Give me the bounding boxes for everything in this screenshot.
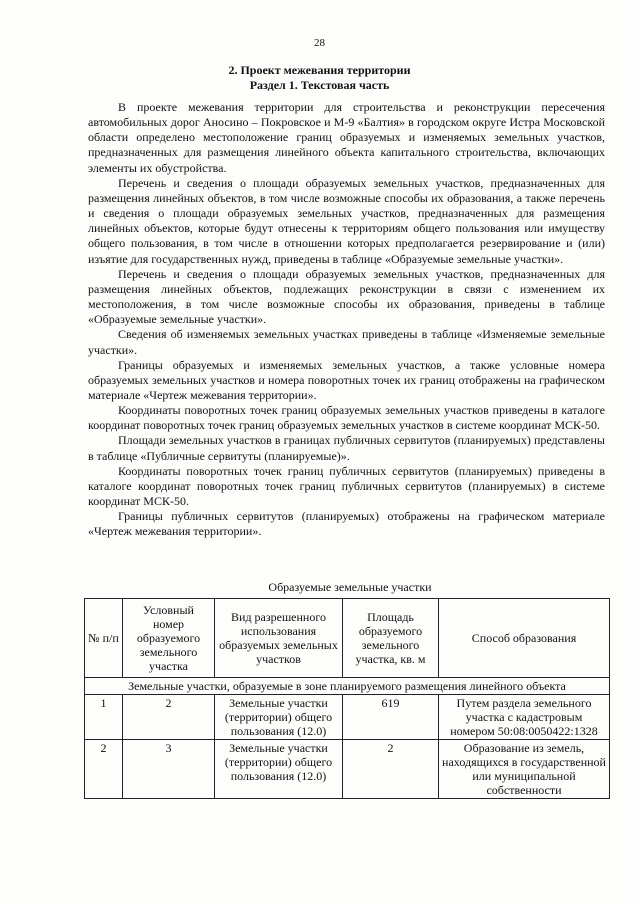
paragraph: В проекте межевания территории для строительства и реконструкции пересечения автомобильных дорог Аносино – Покровское и М-9 «Балтия» в городском округе Истра Московской области определено местоположение границ образуемых и изменяемых земельных участков, предназначенных для размещения линейного объекта капитального строительства, включающих элементы их обустройства. [88, 100, 605, 175]
table-header-cell: Условный номер образуемого земельного участка [123, 599, 215, 678]
table-row [85, 695, 610, 740]
table-subheader-cell: Земельные участки, образуемые в зоне планируемого размещения линейного объекта [85, 678, 610, 695]
heading-line-2: Раздел 1. Текстовая часть [249, 78, 390, 92]
table-cell: 2 [85, 740, 123, 799]
paragraph: Площади земельных участков в границах публичных сервитутов (планируемых) представлены в таблице «Публичные сервитуты (планируемые)». [88, 433, 605, 463]
body-text [88, 100, 605, 540]
paragraph: Перечень и сведения о площади образуемых земельных участков, предназначенных для размещения линейных объектов, в том числе возможные способы их образования, а также перечень и сведения о площади образуемых земельных участков, предназначенных для размещения линейных объектов, которые будут отнесены к территориям общего пользования или имуществу общего пользования, в том числе в отношении которых предполагается резервирование и (или) изъятие для государственных нужд, приведены в таблице «Образуемые земельные участки». [88, 175, 605, 266]
table-cell: Образование из земель, находящихся в государственной или муниципальной собственности [439, 740, 610, 799]
page-number: 28 [314, 37, 325, 49]
land-plots-table [84, 598, 610, 799]
table-header-cell: Площадь образуемого земельного участка, кв. м [343, 599, 439, 678]
table-cell: Путем раздела земельного участка с кадастровым номером 50:08:0050422:1328 [439, 695, 610, 740]
table-cell: 2 [123, 695, 215, 740]
paragraph: Сведения об изменяемых земельных участках приведены в таблице «Изменяемые земельные участки». [88, 327, 605, 357]
table-header-cell: Способ образования [439, 599, 610, 678]
table-cell: 2 [343, 740, 439, 799]
table-header-cell: № п/п [85, 599, 123, 678]
section-heading [0, 63, 639, 93]
heading-line-1: 2. Проект межевания территории [228, 63, 411, 77]
paragraph: Перечень и сведения о площади образуемых земельных участков, предназначенных для размещения линейных объектов, подлежащих реконструкции в связи с изменением их местоположения, в том числе возможные способы их образования, приведены в таблице «Образуемые земельные участки». [88, 266, 605, 327]
paragraph: Границы публичных сервитутов (планируемых) отображены на графическом материале «Чертеж межевания территории». [88, 509, 605, 539]
table-cell: 1 [85, 695, 123, 740]
table-header-cell: Вид разрешенного использования образуемых земельных участков [215, 599, 343, 678]
table-cell: Земельные участки (территории) общего пользования (12.0) [215, 740, 343, 799]
table-cell: 3 [123, 740, 215, 799]
table-cell: 619 [343, 695, 439, 740]
table-caption: Образуемые земельные участки [268, 580, 432, 594]
paragraph: Координаты поворотных точек границ образуемых земельных участков приведены в каталоге координат поворотных точек границ образуемых земельных участков в системе координат МСК-50. [88, 403, 605, 433]
table-header-row [85, 599, 610, 678]
paragraph: Координаты поворотных точек границ публичных сервитутов (планируемых) приведены в каталоге координат поворотных точек границ публичных сервитутов (планируемых) в системе координат МСК-50. [88, 463, 605, 509]
table-cell: Земельные участки (территории) общего пользования (12.0) [215, 695, 343, 740]
table-row [85, 740, 610, 799]
table-subheader-row [85, 678, 610, 695]
paragraph: Границы образуемых и изменяемых земельных участков, а также условные номера образуемых земельных участков и номера поворотных точек их границ отображены на графическом материале «Чертеж межевания территории». [88, 357, 605, 402]
